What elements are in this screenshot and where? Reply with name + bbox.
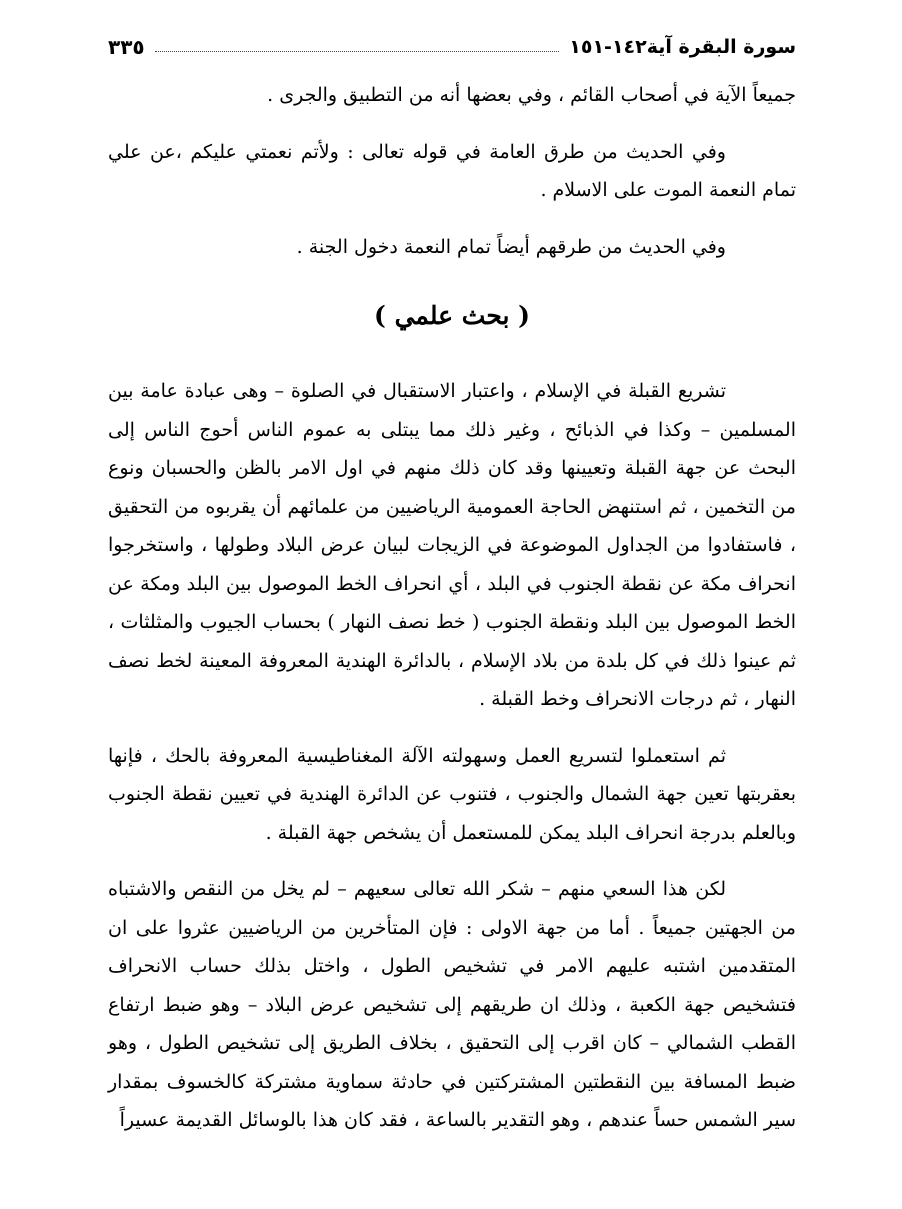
paragraph-hadith-2: وفي الحديث من طرقهم أيضاً تمام النعمة دخول الجنة . bbox=[296, 235, 726, 258]
paragraph-continuation: جميعاً الآية في أصحاب القائم ، وفي بعضها أنه من التطبيق والجرى . bbox=[267, 84, 796, 106]
book-page bbox=[108, 30, 796, 1140]
running-header bbox=[108, 30, 796, 64]
paragraph-deficiency: لكن هذا السعي منهم – شكر الله تعالى سعيهم – لم يخل من النقص والاشتباه من الجهتين جميعاً . أما من جهة الاولى : فإن المتأخرين من الرياضيين عثروا على ان المتقدمين اشتبه عليهم الامر في تشخيص الطول ، واختل بذلك حساب الانحراف فتشخيص جهة الكعبة ، وذلك ان طريقهم إلى تشخيص عرض البلاد – وهو ضبط ارتفاع القطب الشمالي – كان اقرب إلى التحقيق ، بخلاف الطريق إلى تشخيص الطول ، وهو ضبط المسافة بين النقطتين المشتركتين في حادثة سماوية مشتركة كالخسوف بمقدار سير الشمس حساً عندهم ، وهو التقدير بالساعة ، فقد كان هذا بالوسائل القديمة عسيراً bbox=[108, 878, 796, 1131]
surah-reference: سورة البقرة آية١٤٢-١٥١ bbox=[569, 36, 796, 58]
paragraph-compass: ثم استعملوا لتسريع العمل وسهولته الآلة المغناطيسية المعروفة بالحك ، فإنها بعقربتها تعين جهة الشمال والجنوب ، فتنوب عن الدائرة الهندية في تعيين نقطة الجنوب وبالعلم بدرجة انحراف البلد يمكن للمستعمل أن يشخص جهة القبلة . bbox=[108, 744, 796, 844]
paragraph-hadith-1: وفي الحديث من طرق العامة في قوله تعالى : ولأتم نعمتي عليكم ،عن علي تمام النعمة الموت على الاسلام . bbox=[108, 140, 796, 201]
page-number: ٣٣٥ bbox=[108, 35, 145, 59]
paragraph-qibla-legislation: تشريع القبلة في الإسلام ، واعتبار الاستقبال في الصلوة – وهى عبادة عامة بين المسلمين – وكذا في الذبائح ، وغير ذلك مما يبتلى به عموم الناس أحوج الناس إلى البحث عن جهة القبلة وتعيينها وقد كان ذلك منهم في اول الامر بالظن والحسبان ونوع من التخمين ، ثم استنهض الحاجة العمومية الرياضيين من علمائهم أن يقربوه من التحقيق ، فاستفادوا من الجداول الموضوعة في الزيجات لبيان عرض البلاد وطولها ، واستخرجوا انحراف مكة عن نقطة الجنوب في البلد ، أي انحراف الخط الموصول بين البلد ومكة عن الخط الموصول بين البلد ونقطة الجنوب ( خط نصف النهار ) بحساب الجيوب والمثلثات ، ثم عينوا ذلك في كل بلدة من بلاد الإسلام ، بالدائرة الهندية المعروفة المعينة لخط نصف النهار ، ثم درجات الانحراف وخط القبلة . bbox=[108, 380, 796, 710]
dotted-leader bbox=[155, 51, 560, 52]
section-heading: ( بحث علمي ) bbox=[374, 301, 530, 330]
